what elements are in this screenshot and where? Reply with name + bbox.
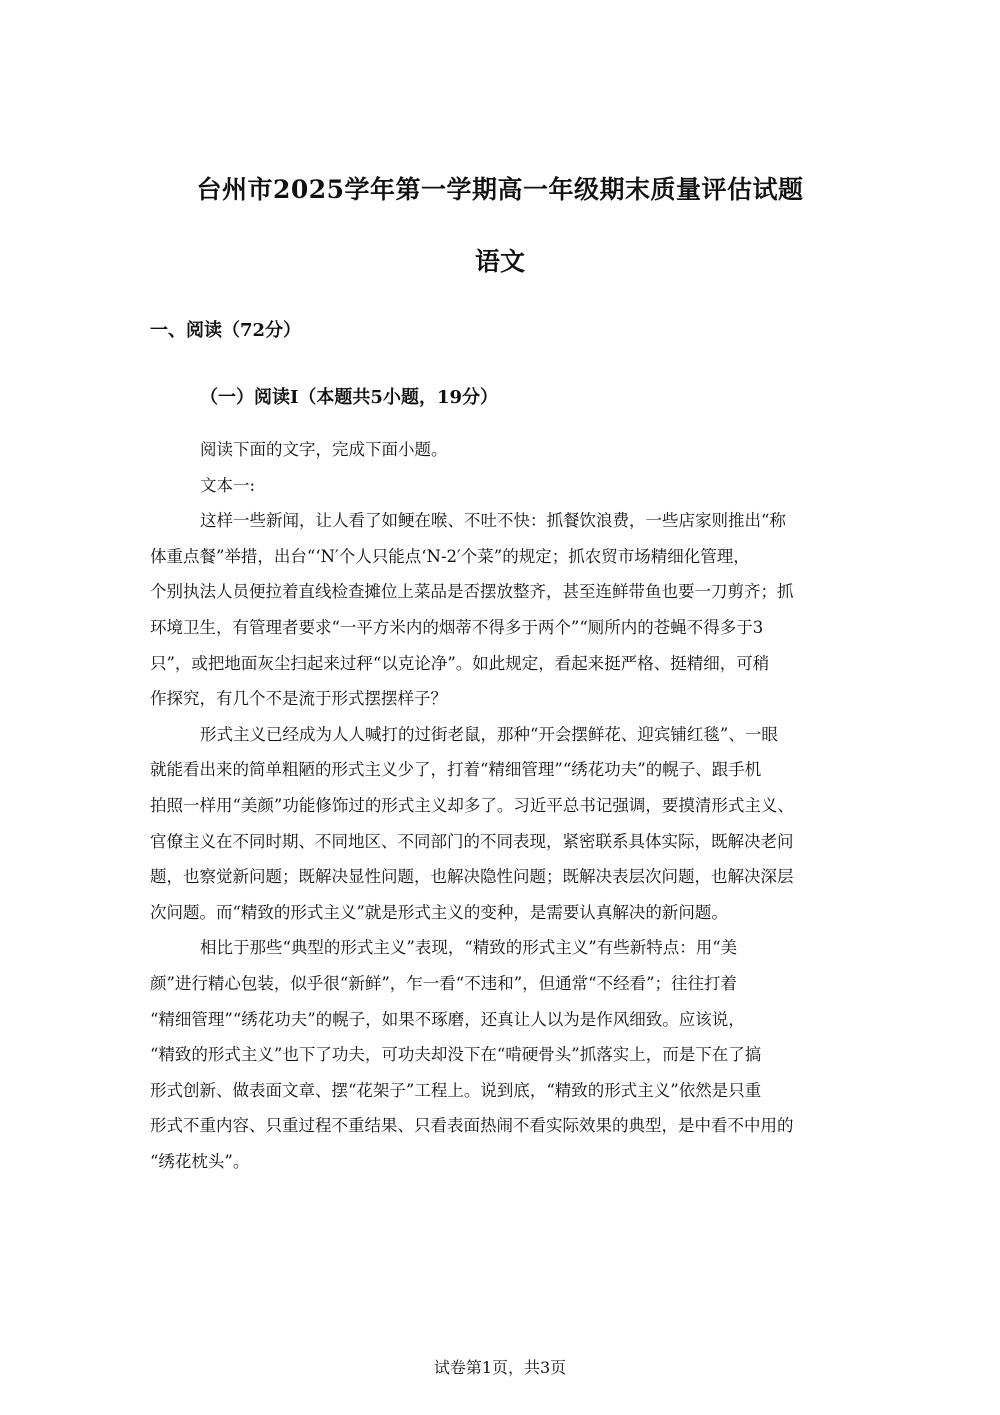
instruction-line: 阅读下面的文字，完成下面小题。 bbox=[200, 440, 448, 459]
paragraph-line: 拍照一样用“美颜”功能修饰过的形式主义却多了。习近平总书记强调，要摸清形式主义、 bbox=[150, 795, 794, 815]
subject-title: 语文 bbox=[474, 247, 525, 276]
paragraph-line: 个别执法人员便拉着直线检查摊位上菜品是否摆放整齐，甚至连鲜带鱼也要一刀剪齐；抓 bbox=[150, 582, 794, 602]
paragraph-line: 官僚主义在不同时期、不同地区、不同部门的不同表现，紧密联系具体实际，既解决老问 bbox=[150, 831, 794, 851]
paragraph-line: 形式主义已经成为人人喊打的过街老鼠，那种“开会摆鲜花、迎宾铺红毯”、一眼 bbox=[200, 724, 778, 744]
exam-title: 台州市2025学年第一学期高一年级期末质量评估试题 bbox=[196, 175, 804, 204]
paragraph-line: 形式创新、做表面文章、摆“花架子”工程上。说到底，“精致的形式主义”依然是只重 bbox=[150, 1080, 762, 1100]
paragraph-line: 就能看出来的简单粗陋的形式主义少了，打着“精细管理”“绣花功夫”的幌子、跟手机 bbox=[150, 760, 762, 780]
paragraph-line: “精细管理”“绣花功夫”的幌子，如果不琢磨，还真让人以为是作风细致。应该说， bbox=[150, 1009, 745, 1029]
paragraph-line: 体重点餐”举措，出台“‘N′个人只能点‘N-2′个菜”的规定；抓农贸市场精细化管理， bbox=[150, 546, 750, 566]
paragraph-line: 题，也察觉新问题；既解决显性问题，也解决隐性问题；既解决表层次问题，也解决深层 bbox=[150, 867, 794, 887]
paragraph-line: 作探究，有几个不是流于形式摆摆样子？ bbox=[150, 689, 447, 709]
page-footer: 试卷第1页，共3页 bbox=[433, 1358, 567, 1377]
paragraph-line: “精致的形式主义”也下了功夫，可功夫却没下在“啃硬骨头”抓落实上，而是下在了搞 bbox=[150, 1045, 762, 1065]
paragraph-line: “绣花枕头”。 bbox=[150, 1151, 250, 1171]
text-label: 文本一: bbox=[200, 475, 256, 495]
sub-heading: （一）阅读Ⅰ（本题共5小题，19分） bbox=[200, 387, 498, 408]
paragraph-line: 次问题。而“精致的形式主义”就是形式主义的变种，是需要认真解决的新问题。 bbox=[150, 902, 728, 922]
paragraph-line: 相比于那些“典型的形式主义”表现，“精致的形式主义”有些新特点：用“美 bbox=[200, 938, 738, 958]
paragraph-line: 颜”进行精心包装，似乎很“新鲜”，乍一看“不违和”，但通常“不经看”；往往打着 bbox=[150, 973, 738, 993]
paragraph-line: 只”，或把地面灰尘扫起来过秤“以克论净”。如此规定，看起来挺严格、挺精细，可稍 bbox=[150, 653, 770, 673]
paragraph-line: 这样一些新闻，让人看了如鲠在喉、不吐不快：抓餐饮浪费，一些店家则推出“称 bbox=[200, 511, 786, 531]
reading-passage bbox=[150, 432, 855, 1179]
paragraph-line: 环境卫生，有管理者要求“一平方米内的烟蒂不得多于两个”“厕所内的苍蝇不得多于3 bbox=[150, 617, 764, 637]
paragraph-line: 形式不重内容、只重过程不重结果、只看表面热闹不看实际效果的典型，是中看不中用的 bbox=[150, 1116, 794, 1136]
section-heading: 一、阅读（72分） bbox=[150, 320, 302, 341]
